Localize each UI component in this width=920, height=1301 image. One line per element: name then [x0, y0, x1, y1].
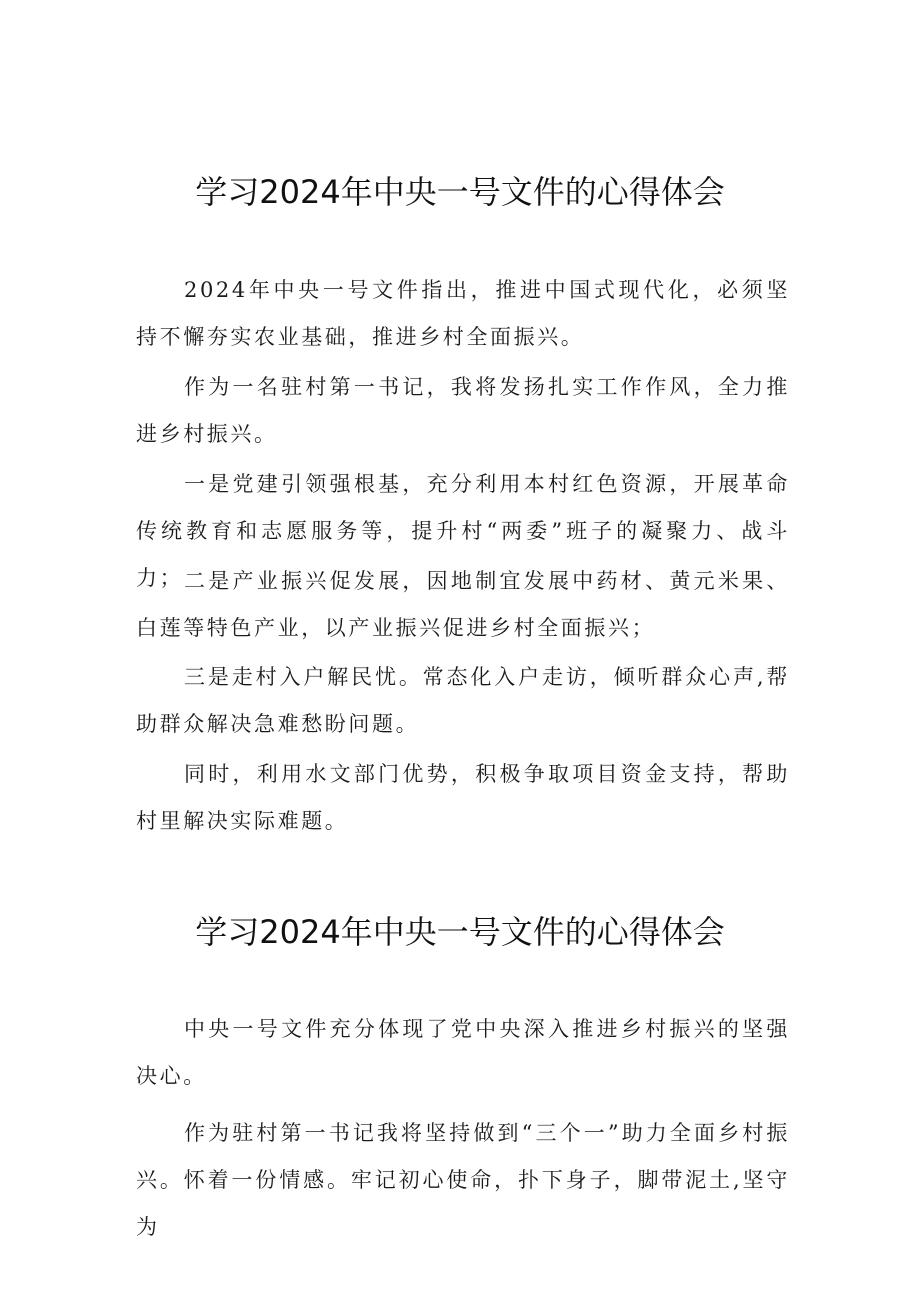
- section-1-paragraph-6: 同时，利用水文部门优势，积极争取项目资金支持，帮助村里解决实际难题。: [136, 762, 790, 833]
- section-1-paragraph-3: 一是党建引领强根基，充分利用本村红色资源，开展革命传统教育和志愿服务等，提升村“两委”班子的凝聚力、战斗力；: [136, 472, 790, 590]
- section-1-paragraph-2: 作为一名驻村第一书记，我将发扬扎实工作作风，全力推进乡村振兴。: [136, 375, 790, 446]
- section-1-paragraph-5: 三是走村入户解民忧。常态化入户走访，倾听群众心声,帮助群众解决急难愁盼问题。: [136, 665, 790, 736]
- section-1-title: 学习2024年中央一号文件的心得体会: [195, 173, 725, 211]
- section-1-paragraph-1: 2024年中央一号文件指出，推进中国式现代化，必须坚持不懈夯实农业基础，推进乡村全面振兴。: [136, 278, 790, 349]
- section-2-title: 学习2024年中央一号文件的心得体会: [195, 913, 725, 951]
- section-2-paragraph-1: 中央一号文件充分体现了党中央深入推进乡村振兴的坚强决心。: [136, 1017, 790, 1088]
- section-2-paragraph-2: 作为驻村第一书记我将坚持做到“三个一”助力全面乡村振兴。怀着一份情感。牢记初心使命，扑下身子，脚带泥土,坚守为: [136, 1121, 790, 1239]
- section-1-paragraph-4: 二是产业振兴促发展，因地制宜发展中药材、黄元米果、白莲等特色产业，以产业振兴促进乡村全面振兴；: [136, 569, 790, 640]
